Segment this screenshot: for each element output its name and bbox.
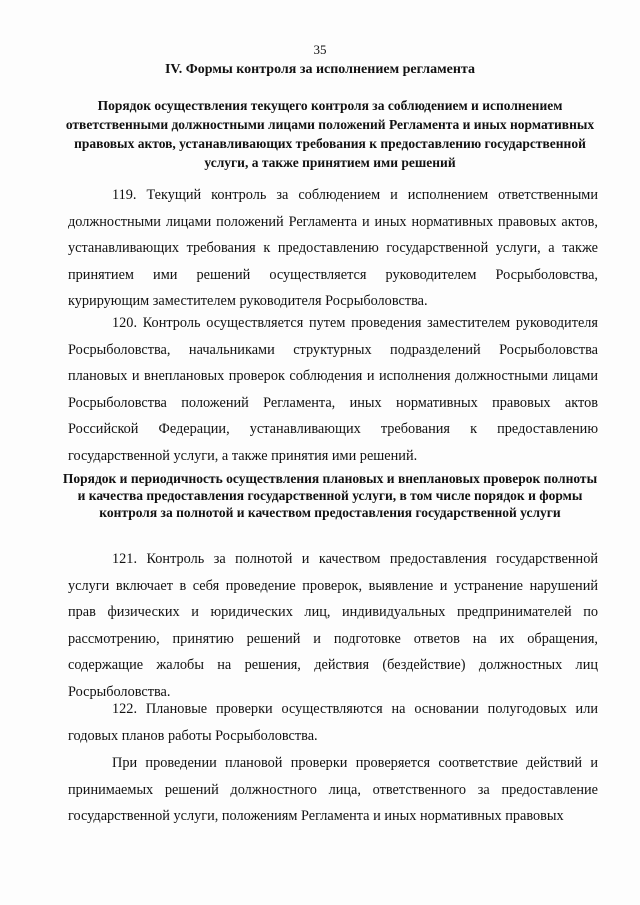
subheading-current-control: Порядок осуществления текущего контроля за соблюдением и исполнением ответственными должностными лицами положений Регламента и иных нормативных правовых актов, устанавливающих требования к предоставлению государственной услуги, а также принятием ими решений: [65, 98, 595, 170]
paragraph-planned-inspection: При проведении плановой проверки проверяется соответствие действий и принимаемых решений должностного лица, ответственного за предоставление государственной услуги, положениям Регламента и иных нормативных правовых: [68, 755, 598, 825]
paragraph-119: 119. Текущий контроль за соблюдением и исполнением ответственными должностными лицами положений Регламента и иных нормативных правовых актов, устанавливающих требования к предоставлению государственной услуги, а также принятием ими решений осуществляется руководителем Росрыболовства, курирующим заместителем руководителя Росрыболовства.: [68, 187, 598, 310]
page-number: 35: [313, 42, 327, 57]
paragraph-122: 122. Плановые проверки осуществляются на основании полугодовых или годовых планов работы Росрыболовства.: [68, 701, 598, 744]
subheading-inspections: Порядок и периодичность осуществления плановых и внеплановых проверок полноты и качества предоставления государственной услуги, в том числе порядок и формы контроля за полнотой и качеством предоставления государственной услуги: [62, 471, 598, 520]
paragraph-120: 120. Контроль осуществляется путем проведения заместителем руководителя Росрыболовства, начальниками структурных подразделений Росрыболовства плановых и внеплановых проверок соблюдения и исполнения должностными лицами Росрыболовства положений Регламента, иных нормативных правовых актов Российской Федерации, устанавливающих требования к предоставлению государственной услуги, а также принятия ими решений.: [68, 315, 598, 464]
section-title: IV. Формы контроля за исполнением регламента: [164, 62, 476, 77]
paragraph-121: 121. Контроль за полнотой и качеством предоставления государственной услуги включает в себя проведение проверок, выявление и устранение нарушений прав физических и юридических лиц, индивидуальных предпринимателей по рассмотрению, принятию решений и подготовке ответов на их обращения, содержащие жалобы на решения, действия (бездействие) должностных лиц Росрыболовства.: [68, 551, 598, 700]
